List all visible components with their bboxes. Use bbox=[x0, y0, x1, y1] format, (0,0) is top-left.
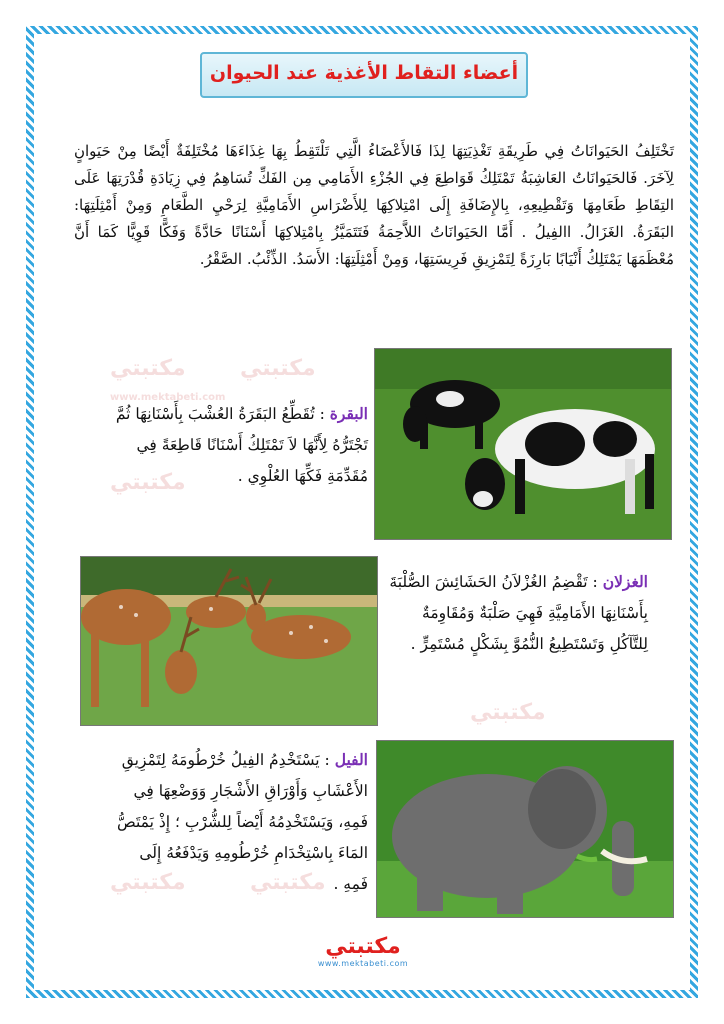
label-separator: : bbox=[314, 405, 330, 423]
watermark: مكتبتي bbox=[250, 870, 326, 895]
logo-text: مكتبتي bbox=[325, 934, 401, 959]
elephant-description bbox=[112, 744, 368, 900]
watermark: مكتبتي bbox=[240, 356, 316, 381]
page-title: أعضاء التقاط الأغذية عند الحيوان bbox=[209, 62, 519, 84]
elephant-photo bbox=[376, 740, 674, 918]
cow-photo bbox=[374, 348, 672, 540]
elephant-label: الفيل bbox=[334, 750, 368, 769]
title-banner bbox=[190, 46, 534, 100]
cow-illustration bbox=[375, 349, 671, 539]
label-separator: : bbox=[319, 751, 335, 769]
deer-illustration bbox=[81, 557, 377, 725]
banner-body bbox=[200, 52, 528, 98]
elephant-illustration bbox=[377, 741, 673, 917]
watermark: مكتبتي bbox=[110, 356, 186, 381]
intro-paragraph: تَخْتَلِفُ الحَيَوانَاتُ فِي طَرِيقَةِ تَغْذِيَتِهَا لِذَا فَالأَعْضَاءُ الَّتِي تَلْتَقِطُ بِهَا غِذَاءَهَا مُخْتَلِفَةٌ أَيْضًا مِنْ حَيَوانٍ لِآخَرَ. فَالحَيَوانَاتُ العَاشِبَةُ تَمْتَلِكُ قَوَاطِعَ فِي الجُزْءِ الأَمَامِي مِن الفَكِّ تُسَاهِمُ فِي زِيَادَةِ قُدْرَتِهَا عَلَى التِقَاطِ طَعَامِهَا وَتَقْطِيعِهِ، بِالإِضَافَةِ إِلَى امْتِلاكِهَا لِلأَضْرَاسِ الأَمَامِيَّةِ لِرَحْيِ الطَّعَامِ وَمِنْ أَمْثِلَتِهَا: البَقَرَةُ. الغَزَالُ. االفِيلُ . أَمَّا الحَيَوانَاتُ اللاَّحِمَةُ فَتَتَمَيَّزُ بِامْتِلاكِهَا أَسْنَانًا حَادَّةً وَفَكًّا قَوِيًّا كَمَا أَنَّ مُعْظَمَهَا يَمْتَلِكُ أَنْيَابًا بَارِزَةً لِتَمْزِيقِ فَرِيسَتِهَا، وَمِنْ أَمْثِلَتِهَا: الأَسَدُ. الذِّئْبُ. الصَّقْرُ. bbox=[74, 142, 674, 268]
elephant-text: يَسْتَخْدِمُ الفِيلُ خُرْطُومَهُ لِتَمْزِيقِ الأَعْشَابِ وَأَوْرَاقِ الأَشْجَارِ وَوَضْعِهَا فِي فَمِهِ، وَيَسْتَخْدِمُهُ أَيْضاً لِلشُّرْبِ ؛ إِذْ يَمْتَصُّ المَاءَ بِاسْتِخْدَامِ خُرْطُومِهِ وَيَدْفَعُهُ إِلَى فَمِهِ . bbox=[117, 751, 368, 893]
cow-description bbox=[112, 398, 368, 492]
cow-label: البقرة bbox=[329, 404, 368, 423]
watermark: مكتبتي bbox=[110, 470, 186, 495]
deer-photo bbox=[80, 556, 378, 726]
deer-text: تَقْضِمُ الغُزْلاَنُ الحَشَائِشَ الصُّلْبَةَ بِأَسْنَانِهَا الأَمَامِيَّةِ فَهِيَ صَلْبَةٌ وَمُقَاوِمَةٌ لِلتَّآكُلِ وَتَسْتَطِيعُ النُّمُوَّ بِشَكْلٍ مُسْتَمِرٍّ . bbox=[389, 573, 648, 653]
cow-text: تُقَطِّعُ البَقَرَةُ العُشْبَ بِأَسْنَانِهَا ثُمَّ تَجْتَرُّهُ لِأَنَّهَا لاَ تَمْتَلِكُ أَسْنَانًا قَاطِعَةً فِي مُقَدِّمَةِ فَكِّهَا العُلْوِي . bbox=[115, 405, 368, 485]
footer-logo bbox=[300, 935, 426, 971]
deer-description bbox=[380, 566, 648, 660]
watermark-url: www.mektabeti.com bbox=[110, 392, 226, 403]
deer-label: الغزلان bbox=[602, 572, 648, 591]
label-separator: : bbox=[587, 573, 603, 591]
logo-url: www.mektabeti.com bbox=[317, 959, 409, 968]
watermark: مكتبتي bbox=[470, 700, 546, 725]
watermark: مكتبتي bbox=[110, 870, 186, 895]
